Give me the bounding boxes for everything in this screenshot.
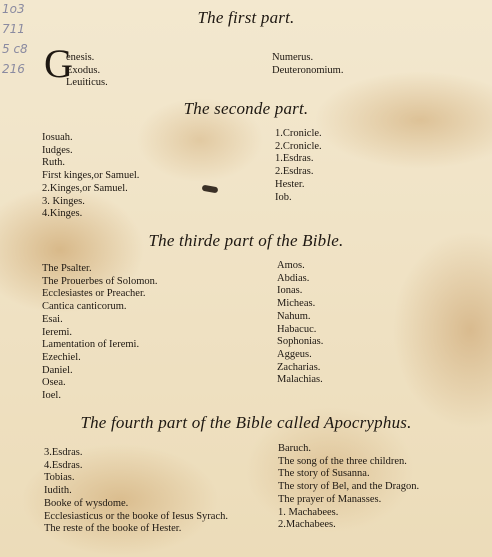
book-entry: Iob.	[275, 191, 292, 203]
book-entry: Iudith.	[44, 485, 72, 497]
book-entry: Micheas.	[277, 298, 316, 310]
book-entry: Malachias.	[277, 374, 323, 386]
book-entry: Hester.	[275, 178, 305, 190]
book-entry: Esai.	[42, 313, 63, 325]
section-title-part-2: The seconde part.	[183, 99, 309, 118]
book-entry: Deuteronomium.	[272, 64, 344, 76]
book-entry: Daniel.	[42, 364, 73, 376]
ink-smudge	[202, 185, 219, 194]
book-entry: The Prouerbes of Solomon.	[42, 275, 158, 287]
book-entry: Habacuc.	[277, 323, 317, 335]
book-entry: Ieremi.	[42, 326, 73, 338]
section-title-part-4: The fourth part of the Bible called Apocryphus.	[80, 413, 412, 432]
part1-left-list	[66, 52, 108, 90]
book-entry: 1.Esdras.	[275, 153, 314, 165]
book-entry: Baruch.	[278, 443, 311, 454]
book-entry: Sophonias.	[277, 336, 324, 348]
book-entry: The reste of the booke of Hester.	[44, 523, 182, 535]
book-entry: 1. Machabees.	[278, 506, 339, 518]
book-entry: 3.Esdras.	[44, 447, 83, 458]
book-entry: Leuiticus.	[66, 77, 108, 89]
part2-right-list	[275, 128, 322, 204]
book-entry: 1.Cronicle.	[275, 128, 322, 139]
book-entry: Cantica canticorum.	[42, 301, 127, 313]
book-entry: Iosuah.	[42, 132, 73, 143]
part3-right-list	[277, 260, 323, 387]
book-entry: 2.Kinges,or Samuel.	[42, 182, 128, 194]
book-entry: Numerus.	[272, 52, 314, 63]
book-entry: The Psalter.	[42, 263, 92, 274]
part4-right-list	[278, 443, 419, 532]
book-entry: Zacharias.	[277, 361, 321, 373]
book-entry: The prayer of Manasses.	[278, 493, 382, 505]
book-entry: Amos.	[277, 260, 305, 271]
dropcap-letter: G	[44, 41, 73, 86]
book-entry: Booke of wysdome.	[44, 497, 129, 509]
part3-left-list	[42, 263, 158, 403]
book-entry: Osea.	[42, 377, 66, 389]
book-entry: 2.Cronicle.	[275, 140, 322, 152]
book-entry: 2.Esdras.	[275, 166, 314, 178]
book-entry: Ecclesiastes or Preacher.	[42, 288, 146, 300]
margin-note: 711	[2, 22, 25, 36]
book-entry: 2.Machabees.	[278, 519, 336, 531]
book-entry: Lamentation of Ieremi.	[42, 339, 140, 351]
book-entry: 3. Kinges.	[42, 195, 85, 207]
book-entry: Ionas.	[277, 285, 303, 297]
book-entry: Ruth.	[42, 157, 66, 169]
part1-right-list	[272, 52, 343, 77]
book-entry: Nahum.	[277, 310, 311, 322]
book-entry: Aggeus.	[277, 348, 312, 360]
book-entry: The story of Bel, and the Dragon.	[278, 481, 420, 493]
book-entry: 4.Kinges.	[42, 208, 83, 220]
book-entry: First kinges,or Samuel.	[42, 170, 140, 182]
book-entry: Abdias.	[277, 272, 310, 284]
book-entry: 4.Esdras.	[44, 459, 83, 471]
section-title-part-1: The first part.	[197, 8, 295, 27]
part2-left-list	[42, 132, 139, 221]
margin-note: 1o3	[2, 2, 25, 16]
book-entry: Ezechiel.	[42, 351, 81, 363]
part4-left-list	[44, 447, 228, 536]
margin-note: 216	[2, 62, 25, 76]
book-entry: The story of Susanna.	[278, 468, 370, 480]
book-entry: Tobias.	[44, 472, 75, 484]
book-entry: Exodus.	[66, 64, 101, 76]
book-entry: Ecclesiasticus or the booke of Iesus Syrach.	[44, 510, 228, 522]
book-entry: Iudges.	[42, 144, 73, 156]
book-entry: Ioel.	[42, 390, 61, 402]
book-entry: enesis.	[66, 52, 95, 63]
book-entry: The song of the three children.	[278, 455, 407, 467]
section-title-part-3: The thirde part of the Bible.	[148, 231, 344, 250]
margin-note: 5 c8	[2, 42, 28, 56]
